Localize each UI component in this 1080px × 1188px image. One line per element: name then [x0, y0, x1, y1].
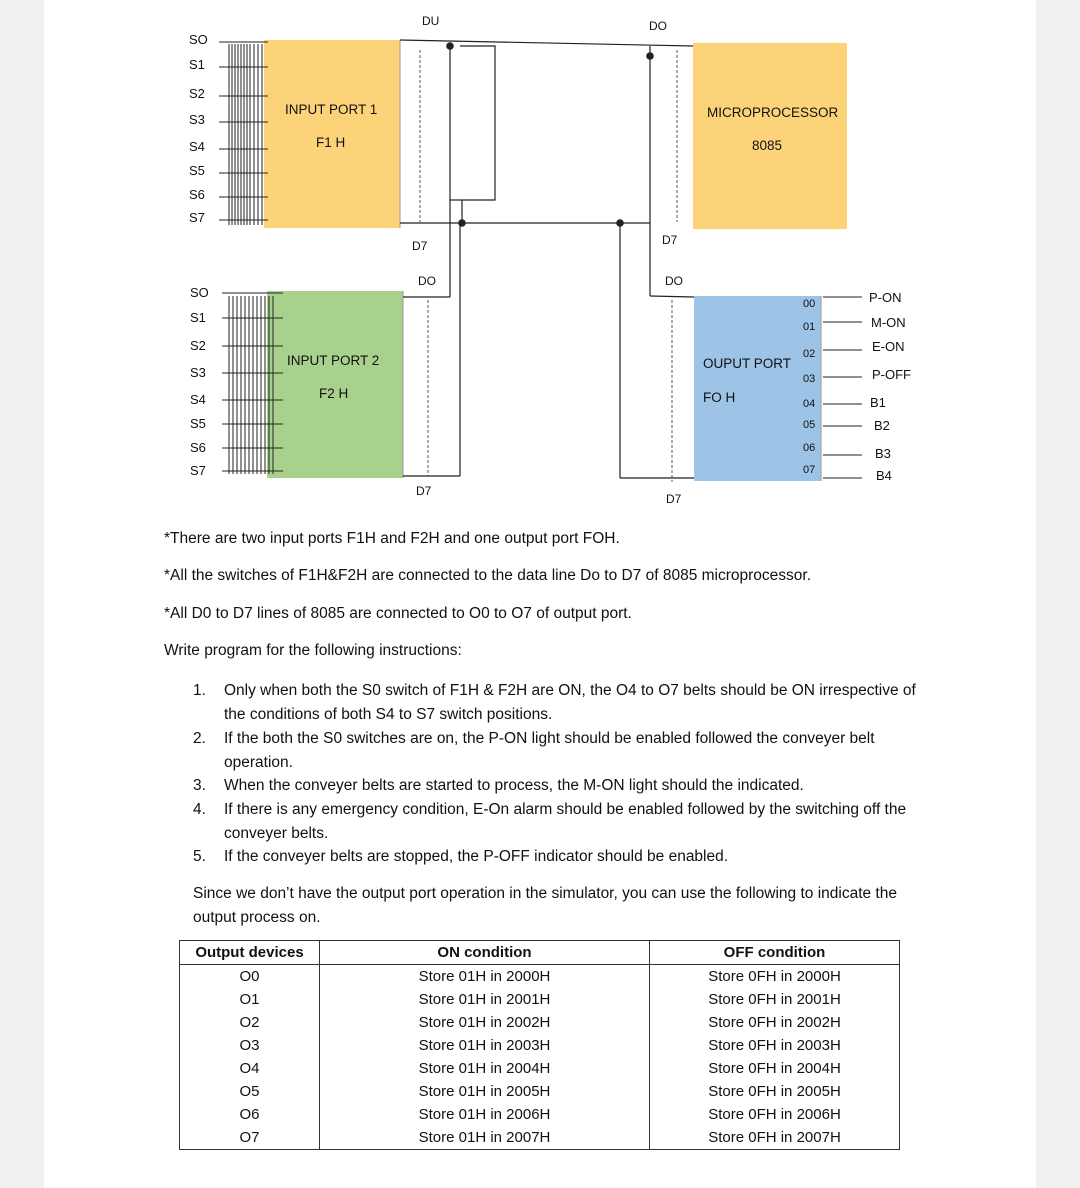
- input-port-1-title: INPUT PORT 1: [285, 102, 378, 117]
- output-pin-label: 03: [803, 373, 816, 385]
- bus-label: DO: [649, 19, 667, 33]
- table-row: [180, 1103, 900, 1126]
- output-pin-label: 07: [803, 464, 816, 476]
- switch-label: S7: [190, 463, 206, 478]
- switch-label: S2: [189, 86, 205, 101]
- bus-label: DU: [422, 14, 440, 28]
- instruction-text: When the conveyer belts are started to process, the M-ON light should the indicated.: [224, 777, 804, 794]
- switch-label: SO: [189, 32, 208, 47]
- bus-label: D7: [416, 484, 432, 498]
- column-header: OFF condition: [650, 941, 900, 965]
- device-cell: O3: [180, 1034, 320, 1057]
- table-row: [180, 1126, 900, 1150]
- input-port-1-address: F1 H: [316, 135, 346, 150]
- output-pin-label: 06: [803, 442, 816, 454]
- description-line: *All D0 to D7 lines of 8085 are connected to O0 to O7 of output port.: [164, 605, 632, 622]
- switch-label: S2: [190, 338, 206, 353]
- on-condition-cell: Store 01H in 2002H: [320, 1011, 650, 1034]
- output-device-label: P-OFF: [872, 367, 911, 382]
- off-condition-cell: Store 0FH in 2000H: [650, 965, 900, 989]
- on-condition-cell: Store 01H in 2007H: [320, 1126, 650, 1150]
- instruction-number: 2.: [193, 730, 206, 747]
- instruction-number: 5.: [193, 848, 206, 865]
- switch-label: S5: [189, 163, 205, 178]
- bus-label: DO: [418, 274, 436, 288]
- instruction-text: Only when both the S0 switch of F1H & F2H are ON, the O4 to O7 belts should be ON irrespective of the conditions of both S4 to S7 switch positions.: [224, 682, 916, 723]
- output-pin-label: 05: [803, 419, 816, 431]
- instruction-number: 1.: [193, 682, 206, 699]
- device-cell: O2: [180, 1011, 320, 1034]
- on-condition-cell: Store 01H in 2004H: [320, 1057, 650, 1080]
- output-pin-label: 01: [803, 321, 816, 333]
- input-port-2-block: [267, 291, 403, 478]
- on-condition-cell: Store 01H in 2006H: [320, 1103, 650, 1126]
- switch-label: SO: [190, 285, 209, 300]
- microprocessor-model: 8085: [752, 138, 783, 153]
- input-port-1-block: [264, 40, 400, 228]
- switch-label: S4: [190, 392, 206, 407]
- output-device-label: B2: [874, 418, 890, 433]
- switch-label: S5: [190, 416, 206, 431]
- output-pin-label: 02: [803, 348, 816, 360]
- switch-label: S7: [189, 210, 205, 225]
- off-condition-cell: Store 0FH in 2004H: [650, 1057, 900, 1080]
- device-cell: O6: [180, 1103, 320, 1126]
- bus-label: D7: [662, 233, 678, 247]
- on-condition-cell: Store 01H in 2003H: [320, 1034, 650, 1057]
- output-pin-label: 04: [803, 398, 816, 410]
- switch-label: S6: [190, 440, 206, 455]
- output-device-label: B1: [870, 395, 886, 410]
- on-condition-cell: Store 01H in 2000H: [320, 965, 650, 989]
- output-devices-table: [179, 940, 900, 1150]
- column-header: ON condition: [320, 941, 650, 965]
- table-row: [180, 1080, 900, 1103]
- switch-label: S3: [190, 365, 206, 380]
- table-row: [180, 1034, 900, 1057]
- off-condition-cell: Store 0FH in 2003H: [650, 1034, 900, 1057]
- switch-label: S3: [189, 112, 205, 127]
- switch-label: S1: [190, 310, 206, 325]
- switch-label: S1: [189, 57, 205, 72]
- device-cell: O0: [180, 965, 320, 989]
- off-condition-cell: Store 0FH in 2006H: [650, 1103, 900, 1126]
- table-row: [180, 1011, 900, 1034]
- output-device-label: E-ON: [872, 339, 905, 354]
- device-cell: O7: [180, 1126, 320, 1150]
- instruction-text: If the both the S0 switches are on, the P-ON light should be enabled followed the conveyer belt operation.: [224, 730, 875, 771]
- bus-label: D7: [666, 492, 682, 506]
- bus-label: D7: [412, 239, 428, 253]
- off-condition-cell: Store 0FH in 2001H: [650, 988, 900, 1011]
- output-device-label: B4: [876, 468, 892, 483]
- diagram-wiring: [0, 0, 1080, 510]
- output-device-label: M-ON: [871, 315, 906, 330]
- column-header: Output devices: [180, 941, 320, 965]
- on-condition-cell: Store 01H in 2001H: [320, 988, 650, 1011]
- off-condition-cell: Store 0FH in 2002H: [650, 1011, 900, 1034]
- output-port-address: FO H: [703, 390, 736, 405]
- table-row: [180, 1057, 900, 1080]
- table-row: [180, 965, 900, 989]
- description-line: *All the switches of F1H&F2H are connected to the data line Do to D7 of 8085 microprocessor.: [164, 567, 812, 584]
- output-device-label: B3: [875, 446, 891, 461]
- on-condition-cell: Store 01H in 2005H: [320, 1080, 650, 1103]
- device-cell: O5: [180, 1080, 320, 1103]
- instruction-number: 3.: [193, 777, 206, 794]
- table-row: [180, 988, 900, 1011]
- device-cell: O4: [180, 1057, 320, 1080]
- output-port-block: [694, 296, 821, 481]
- table-header-row: [180, 941, 900, 965]
- description-line: *There are two input ports F1H and F2H and one output port FOH.: [164, 530, 620, 547]
- instruction-text: If the conveyer belts are stopped, the P-OFF indicator should be enabled.: [224, 848, 729, 865]
- switch-label: S6: [189, 187, 205, 202]
- microprocessor-block: [693, 43, 847, 229]
- instructions-heading: Write program for the following instructions:: [164, 642, 462, 659]
- input-port-2-title: INPUT PORT 2: [287, 353, 380, 368]
- instruction-number: 4.: [193, 801, 206, 818]
- output-device-label: P-ON: [869, 290, 902, 305]
- simulator-note: Since we don’t have the output port operation in the simulator, you can use the following to indicate the output process on.: [193, 885, 897, 926]
- instruction-text: If there is any emergency condition, E-On alarm should be enabled followed by the switching off the conveyer belts.: [224, 801, 907, 842]
- input-port-2-address: F2 H: [319, 386, 349, 401]
- io-diagram: [0, 0, 1080, 510]
- bus-label: DO: [665, 274, 683, 288]
- device-cell: O1: [180, 988, 320, 1011]
- off-condition-cell: Store 0FH in 2007H: [650, 1126, 900, 1150]
- off-condition-cell: Store 0FH in 2005H: [650, 1080, 900, 1103]
- microprocessor-title: MICROPROCESSOR: [707, 105, 839, 120]
- output-pin-label: 00: [803, 298, 816, 310]
- output-port-title: OUPUT PORT: [703, 356, 792, 371]
- switch-label: S4: [189, 139, 205, 154]
